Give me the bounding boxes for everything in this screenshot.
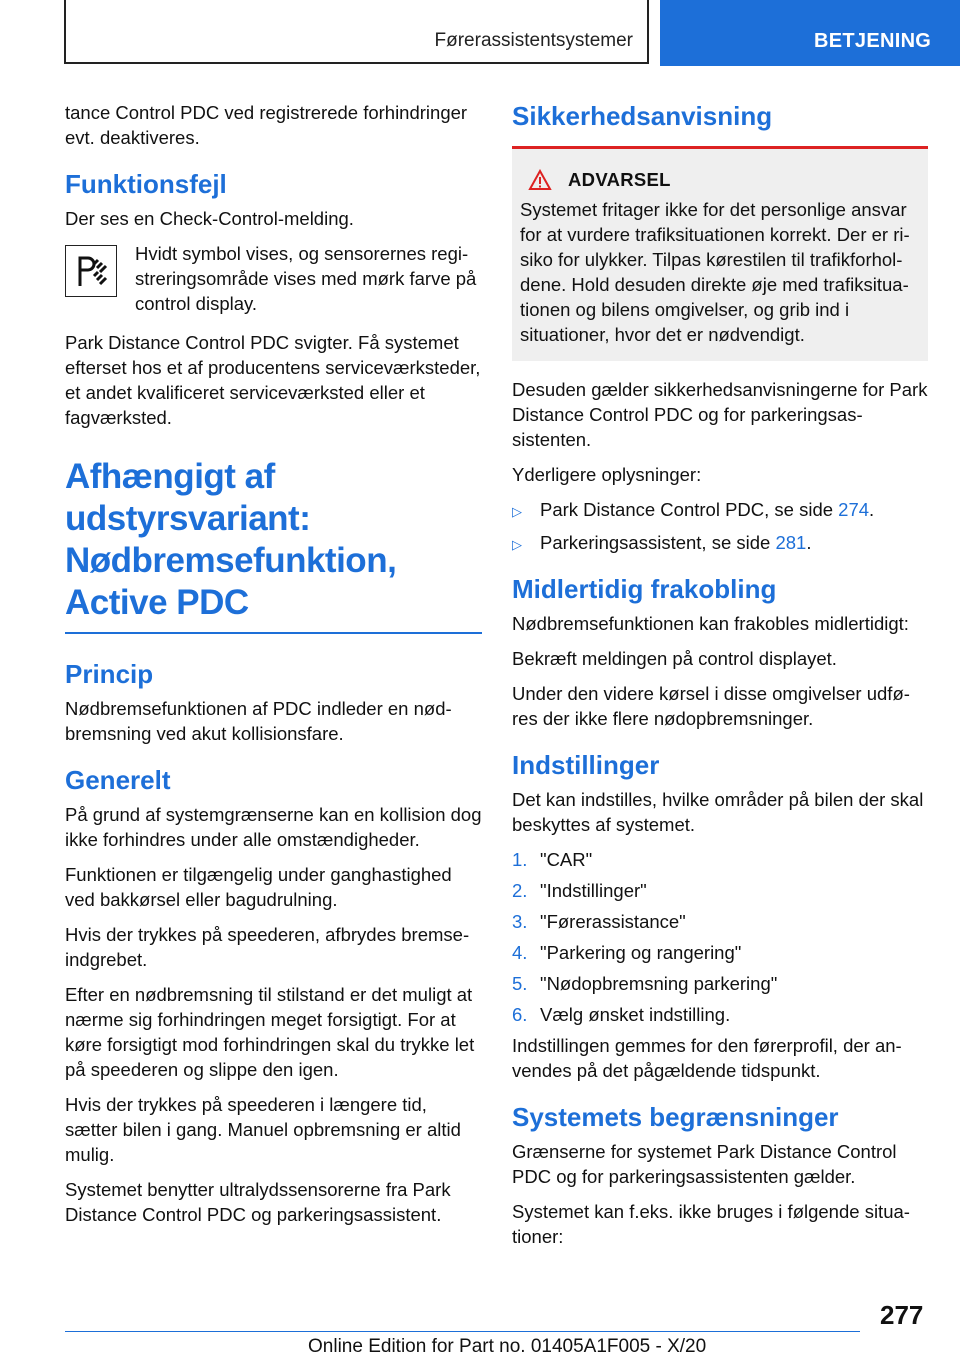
general-paragraph: Systemet benytter ultralydssensorerne fra Park Distance Control PDC og parkeringsassistent. [65,1179,451,1225]
heading-limits: Systemets begrænsninger [512,1102,839,1132]
intro-text: tance Control PDC ved registrerede forhindringer evt. deaktiveres. [65,102,468,148]
step-text: "Nødopbremsning parkering" [540,973,778,994]
icon-description: Hvidt symbol vises, og sensorernes registreringsområde vises med mørk farve på control display. [135,243,477,314]
left-column [65,100,482,1237]
step-item [512,971,928,996]
heading-settings: Indstillinger [512,750,660,780]
footer-edition-text: Online Edition for Part no. 01405A1F005 - X/20 [308,1336,707,1357]
step-number: 2. [512,880,528,901]
general-paragraph: Funktionen er tilgængelig under ganghastighed ved bakkørsel eller bagudrulning. [65,864,452,910]
header-chapter-tab [660,0,960,66]
main-heading: Afhængigt af udstyrsvariant: Nødbremsefunktion, Active PDC [65,456,482,634]
step-number: 6. [512,1004,528,1025]
general-paragraph: Hvis der trykkes på speederen, afbrydes bremseindgrebet. [65,924,470,970]
step-text: "CAR" [540,849,593,870]
heading-safety: Sikkerhedsanvisning [512,101,773,131]
pdc-sensor-icon [65,245,117,297]
step-item [512,878,928,903]
header-section-title: Førerassistentsystemer [434,30,633,51]
warning-triangle-icon [528,169,552,191]
triangle-bullet-icon: ▷ [512,504,522,519]
step-item [512,1002,928,1027]
reference-item [512,530,928,557]
step-number: 5. [512,973,528,994]
heading-principle: Princip [65,659,154,689]
header-section-box [64,0,649,64]
right-column [512,100,928,1259]
step-item [512,909,928,934]
step-text: "Indstillinger" [540,880,647,901]
general-paragraph: Efter en nødbremsning til stilstand er det muligt at nærme sig forhindringen meget forsigtigt. For at køre forsigtigt mod forhindringen skal du trykke let på speederen og slippe den igen. [65,984,475,1080]
fault-text-2: Park Distance Control PDC svigter. Få systemet efterset hos et af producentens serviceværksteder, et andet kvalificeret serviceværksted eller et fagværksted. [65,332,481,428]
settings-text: Det kan indstilles, hvilke områder på bilen der skal beskyttes af systemet. [512,789,924,835]
settings-after-text: Indstillingen gemmes for den førerprofil, der anvendes på det pågældende tidspunkt. [512,1035,902,1081]
step-item [512,940,928,965]
general-paragraph: På grund af systemgrænserne kan en kollision dog ikke forhindres under alle omstændigheder. [65,804,482,850]
step-number: 1. [512,849,528,870]
reference-end: . [869,499,875,520]
step-text: "Førerassistance" [540,911,686,932]
step-text: Vælg ønsket indstilling. [540,1004,731,1025]
step-number: 4. [512,942,528,963]
disable-paragraph: Nødbremsefunktionen kan frakobles midlertidigt: [512,613,909,634]
reference-text: Park Distance Control PDC, se side [540,499,839,520]
step-text: "Parkering og rangering" [540,942,742,963]
warning-text: Systemet fritager ikke for det personlige ansvar for at vurdere trafiksituationen korrekt. Der er risiko for ulykker. Tilpas kørestilen til trafikforholdene. Hold desuden direkte øje med trafiksituationen og bilens omgivelser, og grib ind i situationer, hvor det er nødvendigt. [520,199,910,345]
warning-title: ADVARSEL [568,169,671,190]
warning-header [528,169,920,191]
reference-text: Parkeringsassistent, se side [540,532,776,553]
general-paragraph: Hvis der trykkes på speederen i længere tid, sætter bilen i gang. Manuel opbremsning er altid mulig. [65,1094,461,1165]
fault-text: Der ses en Check-Control-melding. [65,208,354,229]
safety-text: Desuden gælder sikkerhedsanvisningerne for Park Distance Control PDC og for parkeringsassistenten. [512,379,928,450]
reference-end: . [806,532,812,553]
principle-text: Nødbremsefunktionen af PDC indleder en nødbremsning ved akut kollisionsfare. [65,698,452,744]
step-item [512,847,928,872]
step-number: 3. [512,911,528,932]
heading-disable: Midlertidig frakobling [512,574,777,604]
page-link[interactable]: 281 [775,532,807,553]
header-chapter-title: BETJENING [814,30,932,52]
limits-paragraph: Systemet kan f.eks. ikke bruges i følgende situationer: [512,1201,910,1247]
reference-item [512,497,928,524]
pdc-symbol-row [65,241,482,316]
heading-general: Generelt [65,765,171,795]
page-link[interactable]: 274 [838,499,870,520]
page-number: 277 [880,1300,924,1330]
disable-paragraph: Bekræft meldingen på control displayet. [512,648,837,669]
heading-fault: Funktionsfejl [65,169,227,199]
more-info-label: Yderligere oplysninger: [512,464,702,485]
warning-box [512,149,928,361]
triangle-bullet-icon: ▷ [512,537,522,552]
limits-paragraph: Grænserne for systemet Park Distance Control PDC og for parkeringsassistenten gælder. [512,1141,897,1187]
footer-rule [65,1331,860,1332]
disable-paragraph: Under den videre kørsel i disse omgivelser udføres der ikke flere nødopbremsninger. [512,683,910,729]
